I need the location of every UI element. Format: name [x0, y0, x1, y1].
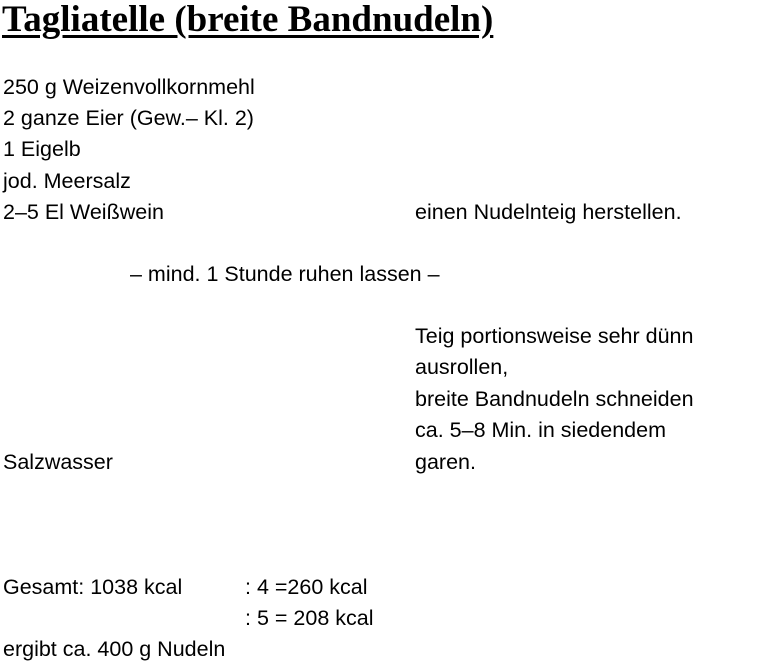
step-roll-line-2: ausrollen, — [415, 355, 509, 379]
step-roll-line-1: Teig portionsweise sehr dünn — [415, 324, 694, 348]
ingredient-eggs: 2 ganze Eier (Gew.– Kl. 2) — [3, 106, 254, 130]
step-rest: – mind. 1 Stunde ruhen lassen – — [130, 262, 440, 286]
nutrition-total: Gesamt: 1038 kcal — [3, 575, 183, 599]
ingredient-yolk: 1 Eigelb — [3, 137, 81, 161]
ingredient-flour: 250 g Weizenvollkornmehl — [3, 75, 255, 99]
step-make-dough: einen Nudelnteig herstellen. — [415, 200, 682, 224]
nutrition-yield: ergibt ca. 400 g Nudeln — [3, 637, 226, 661]
nutrition-per-5: : 5 = 208 kcal — [245, 606, 374, 630]
step-cut: breite Bandnudeln schneiden — [415, 387, 694, 411]
ingredient-salt-water: Salzwasser — [3, 450, 113, 474]
step-cook-line-1: ca. 5–8 Min. in siedendem — [415, 418, 666, 442]
ingredient-salt: jod. Meersalz — [3, 169, 131, 193]
ingredient-wine: 2–5 El Weißwein — [3, 200, 164, 224]
step-cook-line-2: garen. — [415, 450, 476, 474]
nutrition-per-4: : 4 =260 kcal — [245, 575, 368, 599]
recipe-title: Tagliatelle (breite Bandnudeln) — [2, 0, 494, 40]
